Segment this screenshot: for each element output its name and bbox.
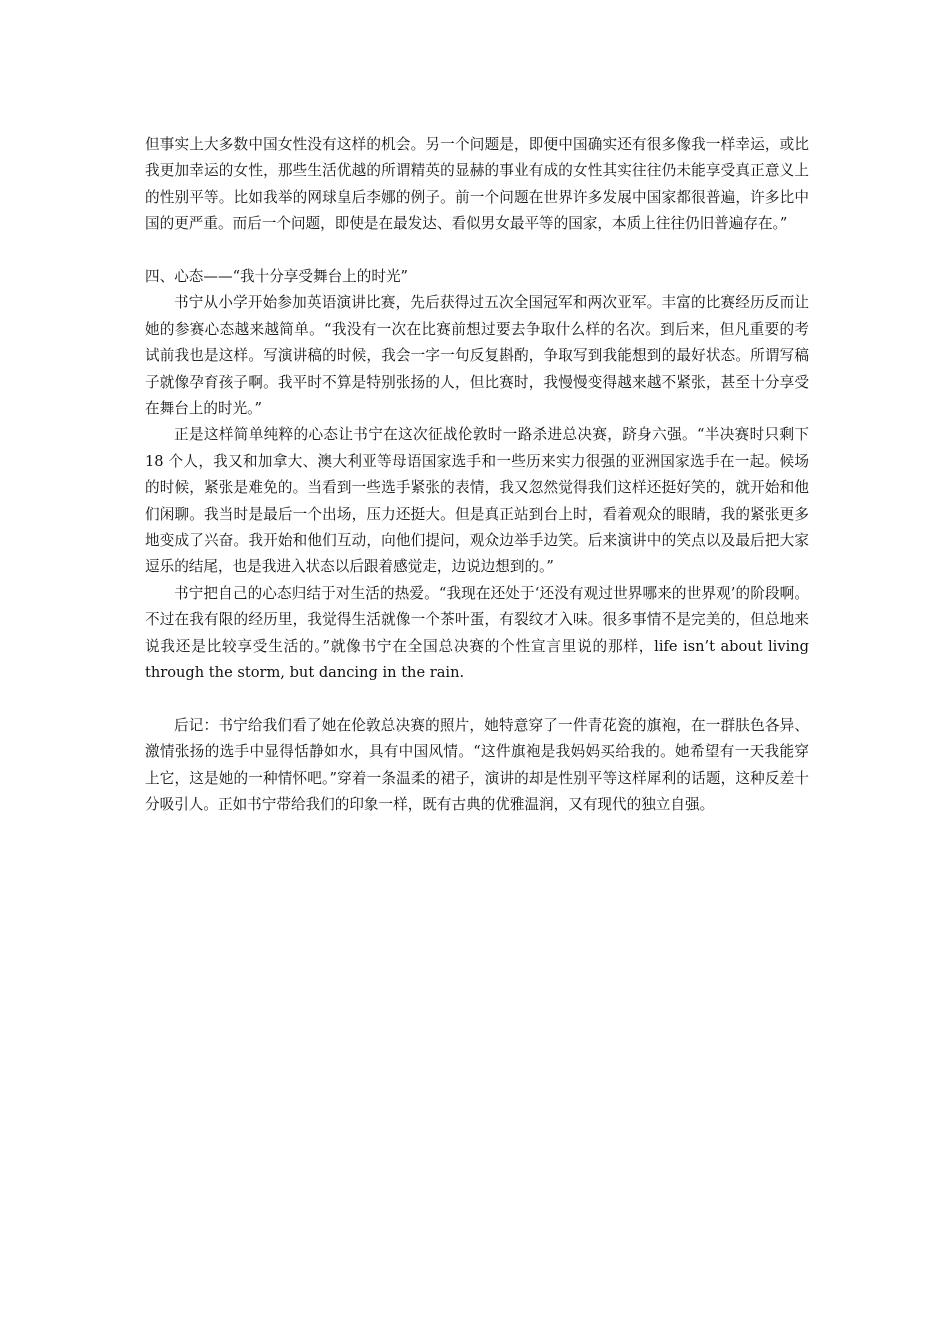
body-paragraph: 书宁把自己的心态归结于对生活的热爱。“我现在还处于‘还没有观过世界哪来的世界观’的阶段啊。不过在我有限的经历里，我觉得生活就像一个茶叶蛋，有裂纹才入味。很多事情不是完美的，但总地来说我还是比较享受生活的。”就像书宁在全国总决赛的个性宣言里说的那样，life isn’t about living through the storm, but dancing in the rain. bbox=[145, 584, 809, 682]
body-paragraph: 正是这样简单纯粹的心态让书宁在这次征战伦敦时一路杀进总决赛，跻身六强。“半决赛时只剩下 18 个人，我又和加拿大、澳大利亚等母语国家选手和一些历来实力很强的亚洲国家选手在一起。候场的时候，紧张是难免的。当看到一些选手紧张的表情，我又忽然觉得我们这样还挺好笑的，就开始和他们闲聊。我当时是最后一个出场，压力还挺大。但是真正站到台上时，看着观众的眼睛，我的紧张更多地变成了兴奋。我开始和他们互动，向他们提问，观众边举手边笑。后来演讲中的笑点以及最后把大家逗乐的结尾，也是我进入状态以后跟着感觉走，边说边想到的。” bbox=[145, 426, 809, 576]
section-heading: 四、心态——“我十分享受舞台上的时光” bbox=[145, 268, 409, 286]
paragraph-spacer bbox=[145, 238, 809, 264]
body-paragraph: 书宁从小学开始参加英语演讲比赛，先后获得过五次全国冠军和两次亚军。丰富的比赛经历反而让她的参赛心态越来越简单。“我没有一次在比赛前想过要去争取什么样的名次。到后来，但凡重要的考试前我也是这样。写演讲稿的时候，我会一字一句反复斟酌，争取写到我能想到的最好状态。所谓写稿子就像孕育孩子啊。我平时不算是特别张扬的人，但比赛时，我慢慢变得越来越不紧张，甚至十分享受在舞台上的时光。” bbox=[145, 294, 809, 418]
paragraph-spacer bbox=[145, 687, 809, 713]
postscript-paragraph: 后记：书宁给我们看了她在伦敦总决赛的照片，她特意穿了一件青花瓷的旗袍，在一群肤色各异、激情张扬的选手中显得恬静如水，具有中国风情。“这件旗袍是我妈妈买给我的。她希望有一天我能穿上它，这是她的一种情怀吧。”穿着一条温柔的裙子，演讲的却是性别平等这样犀利的话题，这种反差十分吸引人。正如书宁带给我们的印象一样，既有古典的优雅温润，又有现代的独立自强。 bbox=[145, 716, 809, 814]
paragraph-continued: 但事实上大多数中国女性没有这样的机会。另一个问题是，即便中国确实还有很多像我一样幸运，或比我更加幸运的女性，那些生活优越的所谓精英的显赫的事业有成的女性其实往往仍未能享受真正意义上的性别平等。比如我举的网球皇后李娜的例子。前一个问题在世界许多发展中国家都很普遍，许多比中国的更严重。而后一个问题，即使是在最发达、看似男女最平等的国家，本质上往往仍旧普遍存在。” bbox=[145, 136, 809, 233]
document-body bbox=[145, 132, 809, 819]
